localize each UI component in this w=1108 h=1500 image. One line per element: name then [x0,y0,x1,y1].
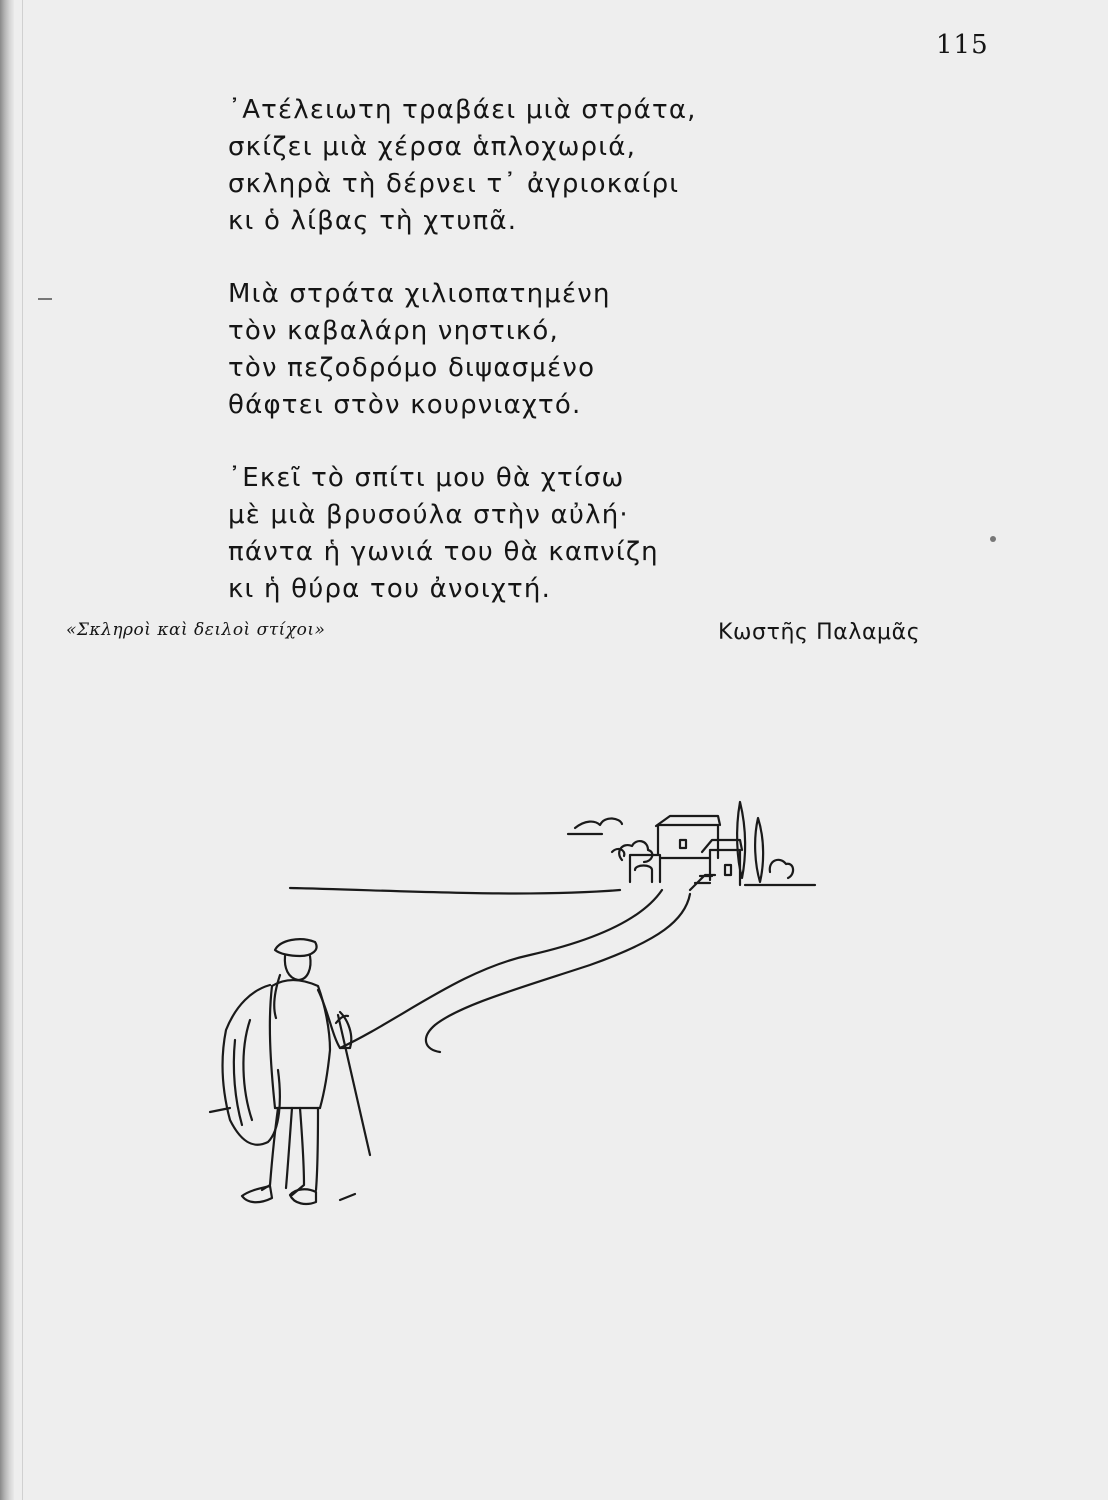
poem [228,92,697,608]
poem-stanza-2 [228,276,697,424]
poem-line: κι ἡ θύρα του ἀνοιχτή. [228,574,552,604]
poem-line: ᾿Εκεῖ τὸ σπίτι μου θὰ χτίσω [228,463,625,493]
poem-line: πάντα ἡ γωνιά του θὰ καπνίζη [228,537,659,567]
poem-line: τὸν καβαλάρη νηστικό, [228,316,559,346]
poem-line: Μιὰ στράτα χιλιοπατημένη [228,279,611,309]
page-edge-line [22,0,23,1500]
page-number: 115 [936,30,989,60]
poem-stanza-3 [228,460,697,608]
author-name: Κωστῆς Παλαμᾶς [718,620,921,645]
book-spine-shadow [0,0,14,1500]
poem-line: κι ὁ λίβας τὴ χτυπᾶ. [228,206,518,236]
margin-mark [38,298,52,300]
poem-line: μὲ μιὰ βρυσούλα στὴν αὐλή· [228,500,629,530]
margin-mark [990,536,996,542]
source-title: «Σκληροὶ καὶ δειλοὶ στίχοι» [66,620,326,640]
poem-line: θάφτει στὸν κουρνιαχτό. [228,390,582,420]
poem-line: ᾿Ατέλειωτη τραβάει μιὰ στράτα, [228,95,697,125]
poem-line: σκληρὰ τὴ δέρνει τ᾿ ἀγριοκαίρι [228,169,680,199]
walker-road-house-illustration [190,790,830,1230]
poem-line: σκίζει μιὰ χέρσα ἁπλοχωριά, [228,132,637,162]
poem-stanza-1 [228,92,697,240]
poem-line: τὸν πεζοδρόμο διψασμένο [228,353,596,383]
